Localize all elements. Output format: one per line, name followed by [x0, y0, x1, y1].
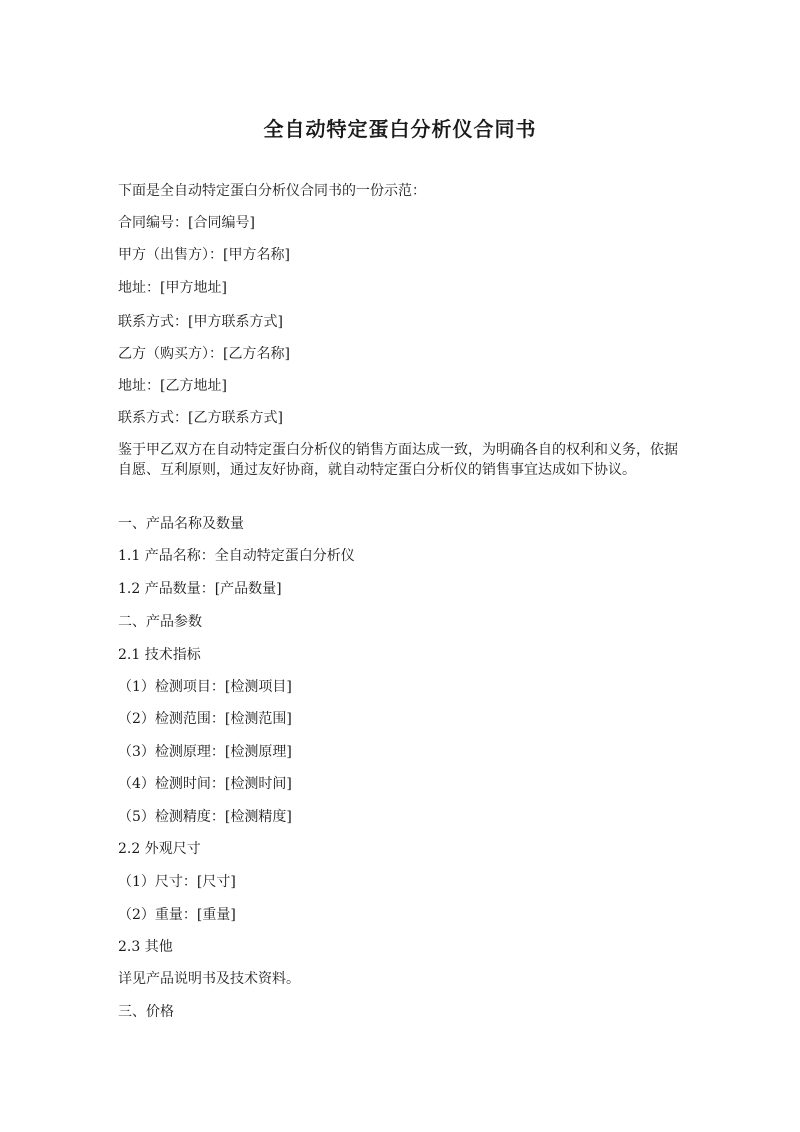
spec-item: （4）检测时间：[检测时间] — [118, 776, 292, 792]
intro-line: 下面是全自动特定蛋白分析仪合同书的一份示范： — [118, 183, 426, 199]
party-a-address: 地址：[甲方地址] — [118, 280, 227, 296]
product-name-line: 1.1 产品名称：全自动特定蛋白分析仪 — [118, 548, 355, 564]
spec-item: （2）检测范围：[检测范围] — [118, 711, 292, 727]
dimensions-heading: 2.2 外观尺寸 — [118, 841, 201, 857]
section-3-heading: 三、价格 — [118, 1004, 174, 1020]
other-heading: 2.3 其他 — [118, 939, 173, 955]
party-b-contact: 联系方式：[乙方联系方式] — [118, 410, 283, 426]
section-2-heading: 二、产品参数 — [118, 614, 202, 630]
preamble-paragraph: 鉴于甲乙双方在自动特定蛋白分析仪的销售方面达成一致，为明确各自的权利和义务，依据自愿、互利原则，通过友好协商，就自动特定蛋白分析仪的销售事宜达成如下协议。 — [118, 442, 678, 478]
party-b-address: 地址：[乙方地址] — [118, 378, 227, 394]
other-detail: 详见产品说明书及技术资料。 — [118, 971, 300, 987]
contract-number: 合同编号：[合同编号] — [118, 215, 255, 231]
product-quantity-line: 1.2 产品数量：[产品数量] — [118, 581, 282, 597]
spec-item: （3）检测原理：[检测原理] — [118, 744, 292, 760]
party-a-contact: 联系方式：[甲方联系方式] — [118, 314, 283, 330]
section-1-heading: 一、产品名称及数量 — [118, 516, 244, 532]
tech-spec-heading: 2.1 技术指标 — [118, 647, 201, 663]
spec-item: （5）检测精度：[检测精度] — [118, 809, 292, 825]
dimension-item: （1）尺寸：[尺寸] — [118, 874, 236, 890]
party-b-name: 乙方（购买方）：[乙方名称] — [118, 346, 290, 362]
spec-item: （1）检测项目：[检测项目] — [118, 679, 292, 695]
party-a-name: 甲方（出售方）：[甲方名称] — [118, 247, 290, 263]
document-title: 全自动特定蛋白分析仪合同书 — [263, 117, 537, 141]
dimension-item: （2）重量：[重量] — [118, 907, 236, 923]
